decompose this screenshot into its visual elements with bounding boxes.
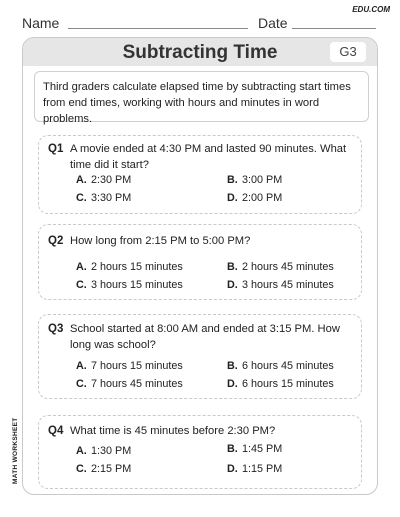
name-label: Name [22, 15, 60, 31]
option-text: 2:30 PM [91, 174, 132, 186]
option-text: 1:15 PM [242, 463, 283, 475]
answer-option[interactable] [76, 378, 183, 390]
answer-option[interactable] [227, 443, 282, 455]
option-text: 2 hours 45 minutes [242, 261, 334, 273]
answer-option[interactable] [76, 261, 183, 273]
question-card [38, 415, 362, 489]
answer-option[interactable] [76, 174, 131, 186]
option-text: 2 hours 15 minutes [91, 261, 183, 273]
date-line[interactable] [292, 28, 376, 29]
question-card [38, 135, 362, 214]
option-text: 3 hours 45 minutes [242, 279, 334, 291]
question-text: School started at 8:00 AM and ended at 3:15 PM. How long was school? [70, 323, 340, 351]
answer-option[interactable] [76, 445, 131, 457]
option-text: 3 hours 15 minutes [91, 279, 183, 291]
grade-badge: G3 [330, 42, 366, 62]
option-letter: A. [76, 261, 87, 273]
question-number: Q4 [48, 425, 64, 437]
option-letter: C. [76, 192, 87, 204]
option-text: 2:00 PM [242, 192, 283, 204]
option-text: 6 hours 45 minutes [242, 360, 334, 372]
answer-option[interactable] [76, 463, 131, 475]
answer-option[interactable] [227, 174, 282, 186]
option-text: 1:45 PM [242, 443, 283, 455]
option-text: 7 hours 45 minutes [91, 378, 183, 390]
brand-logo: EDU.COM [352, 5, 390, 14]
answer-option[interactable] [227, 463, 282, 475]
question-number: Q2 [48, 235, 64, 247]
option-letter: D. [227, 192, 238, 204]
option-text: 2:15 PM [91, 463, 132, 475]
option-text: 3:30 PM [91, 192, 132, 204]
option-letter: D. [227, 463, 238, 475]
option-letter: D. [227, 279, 238, 291]
option-letter: C. [76, 279, 87, 291]
answer-option[interactable] [76, 279, 183, 291]
title-bar [23, 38, 377, 66]
option-letter: D. [227, 378, 238, 390]
option-text: 7 hours 15 minutes [91, 360, 183, 372]
option-letter: A. [76, 445, 87, 457]
answer-option[interactable] [227, 192, 282, 204]
option-letter: B. [227, 443, 238, 455]
answer-option[interactable] [76, 360, 183, 372]
side-label: MATH WORKSHEET [12, 417, 19, 484]
option-letter: B. [227, 360, 238, 372]
date-label: Date [258, 15, 288, 31]
question-text: A movie ended at 4:30 PM and lasted 90 minutes. What time did it start? [70, 143, 347, 171]
option-letter: B. [227, 174, 238, 186]
option-text: 6 hours 15 minutes [242, 378, 334, 390]
answer-option[interactable] [76, 192, 131, 204]
option-text: 3:00 PM [242, 174, 283, 186]
worksheet-card [22, 37, 378, 495]
option-letter: C. [76, 463, 87, 475]
question-card [38, 314, 362, 399]
option-letter: A. [76, 360, 87, 372]
option-letter: B. [227, 261, 238, 273]
intro-box: Third graders calculate elapsed time by subtracting start times from end times, working with hours and minutes in word problems. [34, 71, 369, 122]
option-letter: A. [76, 174, 87, 186]
option-text: 1:30 PM [91, 445, 132, 457]
answer-option[interactable] [227, 360, 334, 372]
answer-option[interactable] [227, 261, 334, 273]
question-text: How long from 2:15 PM to 5:00 PM? [70, 235, 251, 247]
question-card [38, 224, 362, 300]
worksheet-title: Subtracting Time [122, 42, 278, 63]
question-number: Q1 [48, 143, 64, 155]
option-letter: C. [76, 378, 87, 390]
name-line[interactable] [68, 28, 248, 29]
answer-option[interactable] [227, 279, 334, 291]
answer-option[interactable] [227, 378, 334, 390]
question-number: Q3 [48, 323, 64, 335]
question-text: What time is 45 minutes before 2:30 PM? [70, 425, 276, 437]
